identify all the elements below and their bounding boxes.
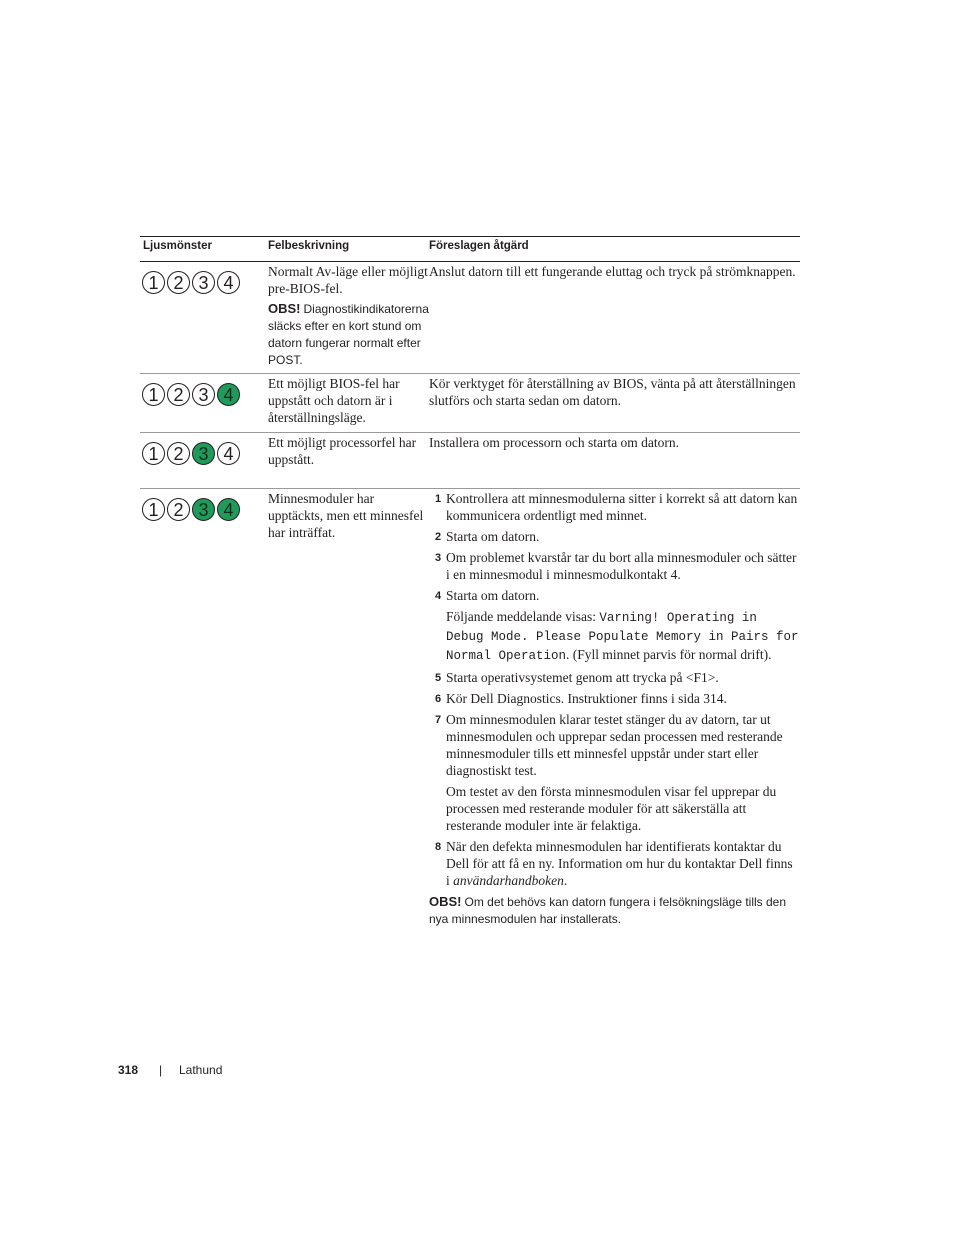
diagnostic-light-icon: 2: [167, 383, 190, 406]
step: 1 Kontrollera att minnesmodulerna sitter i korrekt så att datorn kan kommunicera ordentligt med minnet.: [435, 491, 798, 523]
table-row: [140, 374, 800, 433]
table-header: [140, 236, 800, 262]
suggested-resolution: Kör verktyget för återställning av BIOS, vänta på att återställningen slutförs och starta sedan om datorn.: [429, 376, 796, 408]
suggested-resolution: [429, 490, 799, 928]
header-suggested-resolution: Föreslagen åtgärd: [429, 240, 529, 252]
diagnostic-light-icon: 1: [142, 383, 165, 406]
debug-mode-message: Följande meddelande visas: Varning! Operating in Debug Mode. Please Populate Memory in Pairs for Normal Operation. (Fyll minnet parvis för normal drift).: [446, 609, 799, 663]
page-number: 318: [118, 1063, 139, 1077]
diagnostic-lights-table: [140, 236, 800, 939]
diagnostic-light-icon: 2: [167, 442, 190, 465]
problem-description: Ett möjligt BIOS-fel har uppstått och datorn är i återställningsläge.: [268, 376, 400, 425]
diagnostic-light-icon: 4: [217, 383, 240, 406]
problem-description: Minnesmoduler har upptäckts, men ett minnesfel har inträffat.: [268, 491, 424, 540]
note-text: Diagnostikindikatorerna släcks efter en kort stund om datorn fungerar normalt efter POST.: [268, 302, 429, 367]
header-light-pattern: Ljusmönster: [143, 240, 213, 252]
table-row: [140, 489, 800, 939]
note-label: OBS!: [429, 894, 462, 909]
step: 5 Starta operativsystemet genom att trycka på <F1>.: [435, 670, 719, 685]
diagnostic-light-icon: 1: [142, 442, 165, 465]
light-pattern: [142, 442, 240, 465]
diagnostic-light-icon: 1: [142, 498, 165, 521]
suggested-resolution: Anslut datorn till ett fungerande eluttag och tryck på strömknappen.: [429, 264, 796, 279]
step-7-followup: Om testet av den första minnesmodulen visar fel upprepar du processen med resterande moduler för att säkerställa att resterande moduler inte är felaktiga.: [446, 784, 777, 833]
step: 4 Starta om datorn.: [435, 588, 540, 603]
section-title: Lathund: [179, 1063, 223, 1077]
step: 6 Kör Dell Diagnostics. Instruktioner finns i sida 314.: [435, 691, 727, 706]
user-guide-reference: användarhandboken: [453, 873, 564, 888]
step: 2 Starta om datorn.: [435, 529, 540, 544]
step: 8 När den defekta minnesmodulen har identifierats kontaktar du Dell för att få en ny. Information om hur du kontaktar Dell finns i användarhandboken.: [435, 839, 793, 888]
step: 7 Om minnesmodulen klarar testet stänger du av datorn, tar ut minnesmodulen och upprepar sedan processen med resterande minnesmoduler tills ett minnesfel uppstår under start eller diagnostiskt test.: [435, 712, 783, 778]
note-text: Om det behövs kan datorn fungera i felsökningsläge tills den nya minnesmodulen har installerats.: [429, 895, 787, 926]
diagnostic-light-icon: 2: [167, 271, 190, 294]
light-pattern: [142, 498, 240, 521]
table-row: [140, 433, 800, 489]
footer-separator: |: [159, 1063, 163, 1077]
diagnostic-light-icon: 3: [192, 383, 215, 406]
diagnostic-light-icon: 3: [192, 498, 215, 521]
problem-description: Ett möjligt processorfel har uppstått.: [268, 435, 417, 467]
resolution-steps: [429, 838, 799, 889]
note: [429, 893, 799, 928]
diagnostic-light-icon: 4: [217, 498, 240, 521]
diagnostic-light-icon: 2: [167, 498, 190, 521]
suggested-resolution: Installera om processorn och starta om datorn.: [429, 435, 680, 450]
diagnostic-light-icon: 3: [192, 271, 215, 294]
diagnostic-light-icon: 1: [142, 271, 165, 294]
light-pattern: [142, 271, 240, 294]
step: 3 Om problemet kvarstår tar du bort alla minnesmoduler och sätter i en minnesmodul i minnesmodulkontakt 4.: [435, 550, 797, 582]
light-pattern: [142, 383, 240, 406]
problem-description: Normalt Av-läge eller möjligt pre-BIOS-fel. OBS! Diagnostikindikatorerna släcks efter en kort stund om datorn fungerar normalt efter POST.: [268, 264, 429, 367]
note: [268, 300, 428, 369]
resolution-steps: [429, 669, 799, 779]
resolution-steps: [429, 490, 799, 604]
table-row: [140, 262, 800, 374]
debug-message-code: Varning! Operating in Debug Mode. Please Populate Memory in Pairs for Normal Operation: [446, 611, 799, 663]
header-problem-description: Felbeskrivning: [268, 240, 350, 252]
diagnostic-light-icon: 4: [217, 271, 240, 294]
diagnostic-light-icon: 3: [192, 442, 215, 465]
note-label: OBS!: [268, 301, 301, 316]
diagnostic-light-icon: 4: [217, 442, 240, 465]
